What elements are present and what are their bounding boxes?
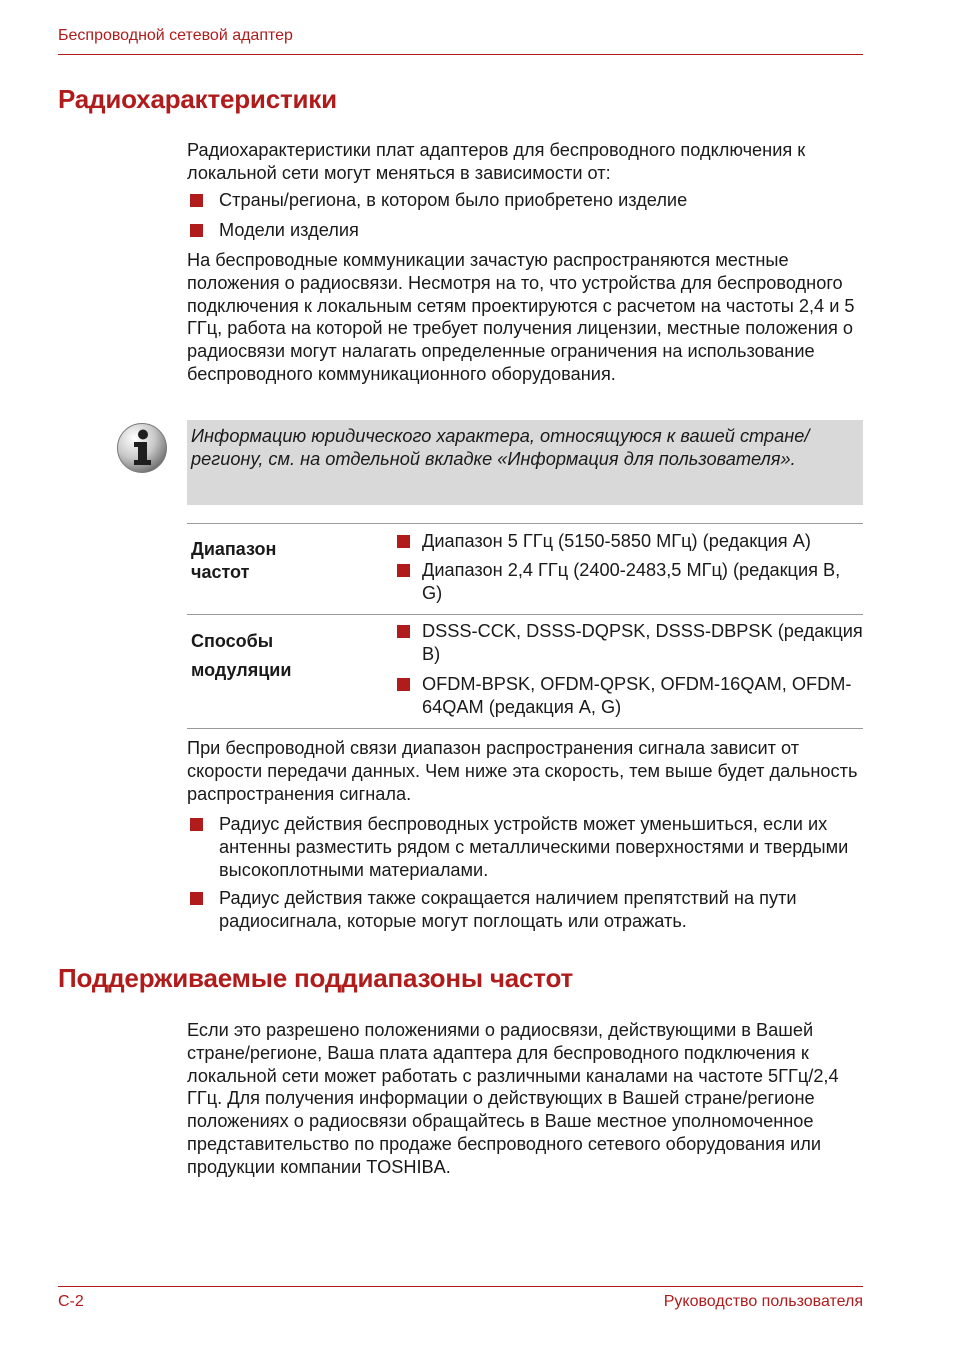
row-label-modulation bbox=[187, 615, 391, 728]
list-item-text: Модели изделия bbox=[219, 219, 359, 240]
list-item-text: Страны/региона, в котором было приобретено изделие bbox=[219, 190, 688, 210]
footer-divider bbox=[58, 1286, 863, 1287]
running-header: Беспроводной сетевой адаптер bbox=[58, 27, 293, 44]
list-item bbox=[187, 219, 863, 242]
table-row bbox=[187, 615, 863, 728]
header-divider bbox=[58, 54, 863, 55]
square-bullet-icon bbox=[190, 818, 203, 831]
square-bullet-icon bbox=[397, 625, 410, 638]
list-item bbox=[391, 530, 863, 553]
value-text: DSSS-CCK, DSSS-DQPSK, DSSS-DBPSK (редакция B) bbox=[422, 621, 863, 665]
list-item bbox=[187, 887, 863, 933]
table-row bbox=[187, 524, 863, 615]
square-bullet-icon bbox=[190, 194, 203, 207]
row-label-line: Диапазон bbox=[191, 539, 277, 559]
manual-title: Руководство пользователя bbox=[663, 1293, 863, 1310]
row-values-modulation bbox=[391, 615, 863, 728]
page-number: C-2 bbox=[58, 1293, 84, 1310]
row-label-line: Способы bbox=[191, 631, 274, 652]
regulations-paragraph: На беспроводные коммуникации зачастую распространяются местные положения о радиосвязи. Несмотря на то, что устройства для беспроводного подключения к локальным сетям проектируются с расчетом на частоты 2,4 и 5 ГГц, работа на которой не требует получения лицензии, местные положения о радиосвязи могут налагать определенные ограничения на использование беспроводного коммуникационного оборудования. bbox=[187, 250, 855, 384]
list-item bbox=[187, 189, 863, 212]
list-item bbox=[187, 813, 863, 881]
square-bullet-icon bbox=[190, 892, 203, 905]
row-label-line: модуляции bbox=[191, 660, 292, 681]
row-label-frequency-range bbox=[187, 524, 391, 615]
section-heading-radio: Радиохарактеристики bbox=[58, 84, 337, 114]
value-text: Диапазон 5 ГГц (5150-5850 МГц) (редакция A) bbox=[422, 531, 811, 551]
list-item-text: Радиус действия также сокращается наличием препятствий на пути радиосигнала, которые могут поглощать или отражать. bbox=[219, 888, 797, 932]
section-heading-bands: Поддерживаемые поддиапазоны частот bbox=[58, 963, 574, 993]
row-label-line: частот bbox=[191, 562, 250, 582]
range-list bbox=[187, 813, 863, 939]
square-bullet-icon bbox=[397, 564, 410, 577]
note-text: Информацию юридического характера, относящуюся к вашей стране/региону, см. на отдельной вкладке «Информация для пользователя». bbox=[191, 426, 810, 469]
row-values-frequency-range bbox=[391, 524, 863, 615]
square-bullet-icon bbox=[397, 678, 410, 691]
square-bullet-icon bbox=[190, 224, 203, 237]
info-icon bbox=[116, 422, 168, 474]
value-text: Диапазон 2,4 ГГц (2400-2483,5 МГц) (редакция B, G) bbox=[422, 559, 841, 603]
list-item bbox=[391, 559, 863, 605]
list-item-text: Радиус действия беспроводных устройств может уменьшиться, если их антенны разместить рядом с металлическими поверхностями и твердыми высокоплотными материалами. bbox=[219, 814, 849, 880]
list-item bbox=[391, 620, 863, 666]
bands-paragraph: Если это разрешено положениями о радиосвязи, действующими в Вашей стране/регионе, Ваша плата адаптера для беспроводного подключения к локальной сети может работать с различными каналами на частоте 5ГГц/2,4 ГГц. Для получения информации о действующих в Вашей стране/регионе положениях о радиосвязи обращайтесь в Ваше местное уполномоченное представительство по продаже беспроводного сетевого оборудования или продукции компании TOSHIBA. bbox=[187, 1020, 839, 1177]
depends-list bbox=[187, 189, 863, 249]
value-text: OFDM-BPSK, OFDM-QPSK, OFDM-16QAM, OFDM-64QAM (редакция A, G) bbox=[422, 673, 852, 717]
square-bullet-icon bbox=[397, 535, 410, 548]
list-item bbox=[391, 673, 863, 719]
note-box bbox=[187, 420, 863, 505]
intro-paragraph: Радиохарактеристики плат адаптеров для беспроводного подключения к локальной сети могут меняться в зависимости от: bbox=[187, 140, 806, 183]
spec-table bbox=[187, 523, 863, 729]
range-paragraph: При беспроводной связи диапазон распространения сигнала зависит от скорости передачи данных. Чем ниже эта скорость, тем выше будет дальность распространения сигнала. bbox=[187, 738, 858, 804]
